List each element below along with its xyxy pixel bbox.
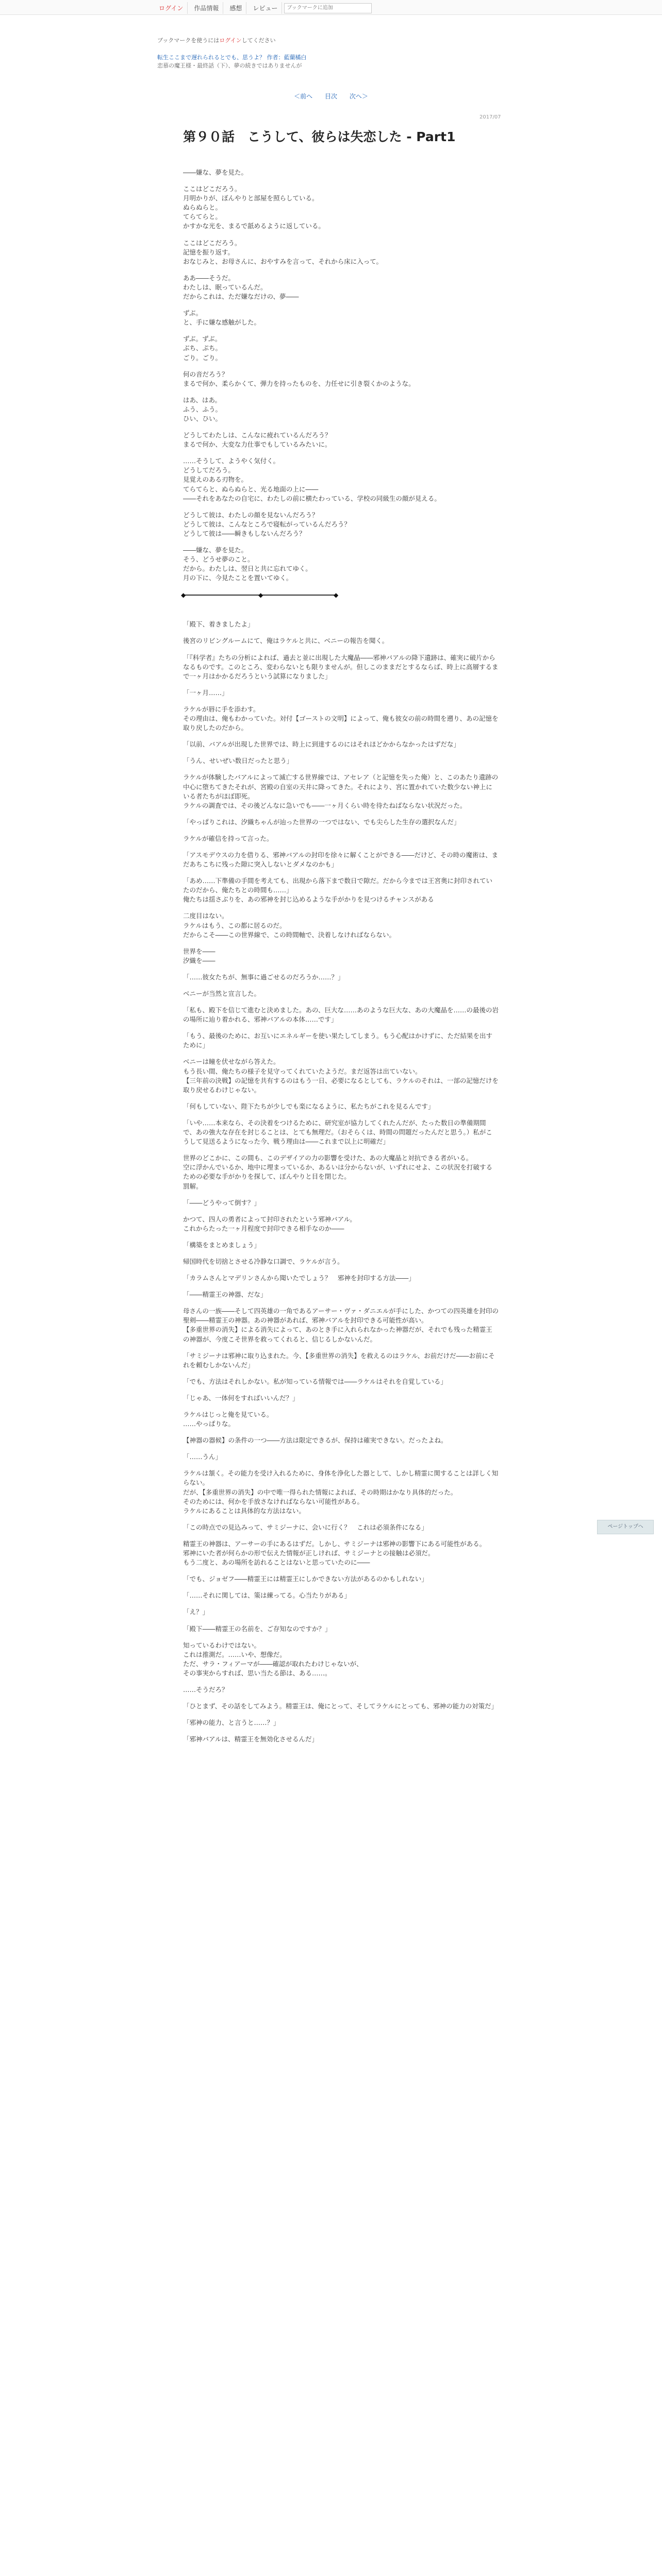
separator-diamond-icon: ◆ <box>334 591 339 599</box>
chapter-title: 第９０話 こうして、彼らは失恋した - Part1 <box>183 129 456 144</box>
story-paragraph: ……そうだろ？ <box>183 1685 228 1693</box>
story-paragraph: かつて、四人の勇者によって封印されたという邪神バアル。 これからたった一ヶ月程度で封印できる相手なのか―― <box>183 1215 356 1232</box>
separator-diamond-icon: ◆ <box>258 591 263 599</box>
nav-novel-info[interactable]: 作品情報 <box>190 2 223 14</box>
chapter-body <box>183 168 499 1751</box>
notice-prefix: ブックマークを使うには <box>157 37 220 44</box>
story-paragraph: ラケルが確信を持って言った。 <box>183 834 273 842</box>
story-paragraph: 何の音だろう？ まるで何か、柔らかくて、弾力を持ったものを、力任せに引き裂くかのような。 <box>183 370 415 387</box>
story-paragraph: ラケルはじっと俺を見ている。 ……やっぱりな。 <box>183 1411 273 1428</box>
story-paragraph: 「殿下――精霊王の名前を、ご存知なのですか？」 <box>183 1624 332 1633</box>
story-paragraph: 「一ヶ月……」 <box>183 688 228 697</box>
story-paragraph: 母さんの一族――そして四英雄の一角であるアーサー・ヴァ・ダニエルが手にした、かつての四英雄を封印の聖剣――精霊王の神器。あの神器があれば、邪神バアルを封印できる可能性が高い。 【多重世界の消失】による消失によって、あのとき手に入れられなかった神器だが、それでも残った精霊王の神器が、今度こそ世界を救ってくれると、信じるしかないんだ。 <box>183 1307 499 1343</box>
story-paragraph: ここはどこだろう。 月明かりが、ぼんやりと部屋を照らしている。 ぬらぬらと。 てらてらと。 かすかな光を、まるで舐めるように返している。 <box>183 185 325 230</box>
story-paragraph: 「カラムさんとマデリンさんから聞いたでしょう？ 邪神を封印する方法――」 <box>183 1274 415 1282</box>
nav-review[interactable]: レビュー <box>249 2 282 14</box>
prev-link[interactable]: ＜前へ <box>294 93 313 100</box>
series-title-link[interactable]: 転生ここまで遅れられるとでも、思うよ？ <box>157 54 265 61</box>
story-paragraph: 後宮のリビングルームにて、俺はラケルと共に、ベニーの報告を聞く。 <box>183 637 389 645</box>
story-paragraph: 「この時点での見込みって、サミジーナに、会いに行く？ これは必須条件になる」 <box>183 1523 428 1531</box>
story-paragraph: 知っているわけではない。 これは推測だ。……いや、想像だ。 ただ、サラ・フィアーマが――確認が取れたわけじゃないが、 その事実からすれば、思い当たる節は、ある……。 <box>183 1641 363 1677</box>
story-paragraph: 「邪神バアルは、精霊王を無効化させるんだ」 <box>183 1735 319 1743</box>
story-paragraph: 「構築をまとめましょう」 <box>183 1241 261 1249</box>
story-paragraph: 「何もしていない、陛下たちが少しでも楽になるように、私たちがこれを見るんです」 <box>183 1102 435 1110</box>
story-paragraph: ――嫌な、夢を見た。 <box>183 168 248 176</box>
story-paragraph: 「うん、せいぜい数日だったと思う」 <box>183 757 293 765</box>
series-info <box>157 54 307 70</box>
story-paragraph: ……そうして、ようやく気付く。 どうしてだろう。 見覚えのある刃物を。 てらてらと、ぬらぬらと、光る地面の上に―― ――それをあなたの自宅に、わたしの前に横たわっている、学校の同級生の顔が見える。 <box>183 457 441 502</box>
index-link[interactable]: 目次 <box>324 93 337 100</box>
login-link[interactable]: ログイン <box>155 2 188 14</box>
story-paragraph: 「『科学者』たちの分析によれば、過去と並に出現した大魔晶――邪神バアルの降下遺跡は、確実に破片からなるものです。このところ、変わらないとも限りませんが。但しこのままだとするならば、時上に高層するまで一ヶ月はかかるだろうという試算になりました」 <box>183 653 499 680</box>
story-paragraph: ああ――そうだ。 わたしは、眠っているんだ。 だからこれは、ただ嫌なだけの、夢―― <box>183 274 299 301</box>
story-paragraph: 「え？」 <box>183 1608 209 1616</box>
series-author[interactable]: 作者：藍蘭橘白 <box>267 54 307 61</box>
story-paragraph: 「じゃあ、一体何をすればいいんだ？」 <box>183 1394 299 1402</box>
story-paragraph: 「ひとまず、その話をしてみよう。精霊王は、俺にとって、そしてラケルにとっても、邪神の能力の対策だ」 <box>183 1702 498 1710</box>
story-paragraph: 「以前、バアルが出現した世界では、時上に到達するのにはそれほどかからなかったはずだな」 <box>183 740 460 749</box>
chapter-date: 2017/07 <box>479 114 501 120</box>
story-paragraph: 精霊王の神器は、アーサーの手にあるはずだ。しかし、サミジーナは邪神の影響下にある可能性がある。 邪神にいた者が何らかの形で伝えた情報が正しければ、サミジーナとの接触は必須だ。 もう二度と、あの場所を訪れることはないと思っていたのに―― <box>183 1539 486 1567</box>
story-paragraph: 「……うん」 <box>183 1453 222 1461</box>
story-paragraph: 「あめ……下準備の手間を考えても、出現から落下まで数日で隙だ。だから今までは王宮奥に封印されていたのだから、俺たちとの時間も……」 俺たちは揺さぶりを、あの邪神を封じ込めるような手がかりを見つけるチャンスがある <box>183 877 493 904</box>
story-paragraph: ベニーが当然と宣言した。 <box>183 990 261 997</box>
next-link[interactable]: 次へ＞ <box>349 93 368 100</box>
story-paragraph: ベニーは瞳を伏せながら答えた。 もう長い間、俺たちの様子を見守ってくれていたようだ。まだ返答は出ていない。 【三年前の決戦】の記憶を共有するのはもう一日、必要になるとしても、ラケルのそれは、一部の記憶だけを取り戻せるわけじゃない。 <box>183 1058 499 1094</box>
bookmark-input[interactable] <box>284 3 372 13</box>
login-notice <box>157 36 276 44</box>
story-paragraph: 「――精霊王の神器、だな」 <box>183 1291 267 1299</box>
story-paragraph: 「邪神の能力、と言うと……？」 <box>183 1719 280 1727</box>
chapter-pager <box>0 92 662 100</box>
story-paragraph: ここはどこだろう。 記憶を振り返す。 おなじみと、お母さんに、おやすみを言って、それから床に入って。 <box>183 239 383 265</box>
story-paragraph: 「いや……本来なら、その決着をつけるために、研究室が協力してくれたんだが、たった数日の準備期間で、あの強大な存在を封じることは、とても無理だ。（おそらくは、時間の問題だったんだと思う。）私がこうして見送るようになった今、戦う理由は――これまで以上に明確だ」 <box>183 1118 492 1146</box>
story-paragraph: 「……彼女たちが、無事に過ごせるのだろうか……？」 <box>183 973 344 981</box>
scene-separator <box>183 591 499 599</box>
story-paragraph: 「でも、方法はそれしかない。私が知っている情報では――ラケルはそれを自覚している」 <box>183 1377 447 1385</box>
notice-login-link[interactable]: ログイン <box>219 37 242 44</box>
story-paragraph: 「アスモデウスの力を借りる、邪神バアルの封印を徐々に解くことができる――だけど、その時の魔術は、まだあちこちに残った隙に突入しないとダメなのかも」 <box>183 851 499 869</box>
story-paragraph: 【神器の器候】の条件の一つ――方法は限定できるが、保持は確実できない。だったよね。 <box>183 1436 448 1445</box>
top-bar <box>0 0 662 15</box>
series-subtitle: 恋慕の魔王様・最終話（下）、夢の続きではありませんが <box>157 62 302 69</box>
story-paragraph: どうして彼は、わたしの顔を見ないんだろう？ どうして彼は、こんなところで寝転がっているんだろう？ どうして彼は――瞬きもしないんだろう？ <box>183 511 351 537</box>
story-paragraph: 世界を―― 汐織を―― <box>183 947 216 964</box>
story-paragraph: ――嫌な、夢を見た。 そう、どうせ夢のこと。 だから。わたしは、翌日と共に忘れてゆく。 月の下に、今見たことを置いてゆく。 <box>183 546 312 582</box>
story-paragraph: ラケルが唇に手を添わす。 その理由は、俺もわかっていた。対付【ゴーストの文明】によって、俺も彼女の前の時間を遡り、あの記憶を取り戻したのだから。 <box>183 705 499 732</box>
story-paragraph: 「……それに関しては、策は練ってる。心当たりがある」 <box>183 1591 351 1600</box>
separator-diamond-icon: ◆ <box>181 591 186 599</box>
story-paragraph: 世界のどこかに、この間も、このデザイアの力の影響を受けた、あの大魔晶と対抗できる者がいる。 空に浮かんでいるか、地中に埋まっているか、あるいは分からないが、いずれにせよ、この状況を打破するための必要な手がかりを探して、ぼんやりと目を閉じた。 罰解。 <box>183 1154 493 1190</box>
story-paragraph: 「殿下、着きましたよ」 <box>183 620 254 629</box>
story-paragraph: 「もう、最後のために、お互いにエネルギーを使い果たしてしまう。もう心配はかけずに、ただ結果を出すために」 <box>183 1032 493 1049</box>
story-paragraph: はあ、はあ。 ふう、ふう。 ひい、ひい。 <box>183 396 222 422</box>
story-paragraph: どうしてわたしは、こんなに疲れているんだろう？ まるで何か、大変な力仕事でもしているみたいに。 <box>183 431 332 449</box>
story-paragraph: 「――どうやって倒す？」 <box>183 1198 261 1207</box>
story-paragraph: 帰国時代を切捨とさせる冷静な口調で、ラケルが言う。 <box>183 1257 344 1265</box>
story-paragraph: ラケルが体験したバアルによって滅亡する世界線では、アセレア（と記憶を失った俺）と、このあたり遺跡の中心に堕ちてきたそれが、宮殿の自室の天井に降ってきた。それにより、宮に置かれていた数少ない神上にいる者たちがほぼ即死。 ラケルの調査では、その後どんなに急いでも――一ヶ月くらい時を待たねばならない状況だった。 <box>183 773 499 809</box>
story-paragraph: 「サミジーナは邪神に取り込まれた。今、【多重世界の消失】を救えるのはラケル、お前だけだ――お前にそれを頼むしかないんだ」 <box>183 1351 495 1369</box>
nav-impressions[interactable]: 感想 <box>225 2 246 14</box>
story-paragraph: ずぶ。ずぶ。 ぶち、ぷち。 ごり。ごり。 <box>183 335 222 362</box>
top-nav <box>155 2 372 14</box>
story-paragraph: 「私も、殿下を信じて進むと決めました。あの、巨大な……あのような巨大な、あの大魔晶を……の最後の岩の場所に辿り着かれる、邪神バアルの本体……です」 <box>183 1006 499 1024</box>
page-top-button[interactable]: ページトップへ <box>597 1520 654 1534</box>
story-paragraph: ラケルは頷く。その能力を受け入れるために、身体を浄化した器として、しかし精霊に関することは詳しく知らない。 だが、【多重世界の消失】の中で唯一得られた情報によれば、その時期はかなり具体的だった。 そのためには、何かを手放さなければならない可能性がある。 ラケルにあることは具体的な方法はない。 <box>183 1469 499 1515</box>
story-paragraph: ずぶ。 と、手に嫌な感触がした。 <box>183 309 261 327</box>
story-paragraph: 「やっぱりこれは、汐織ちゃんが辿った世界の一つではない、でも尖らした生存の選択なんだ」 <box>183 818 460 826</box>
notice-suffix: してください <box>241 37 276 44</box>
story-paragraph: 「でも、ジョゼフ――精霊王には精霊王にしかできない方法があるのかもしれない」 <box>183 1575 428 1583</box>
story-paragraph: 二度目はない。 ラケルはもう、この都に居るのだ。 だからこそ――この世界線で、この時間軸で、決着しなければならない。 <box>183 912 396 939</box>
